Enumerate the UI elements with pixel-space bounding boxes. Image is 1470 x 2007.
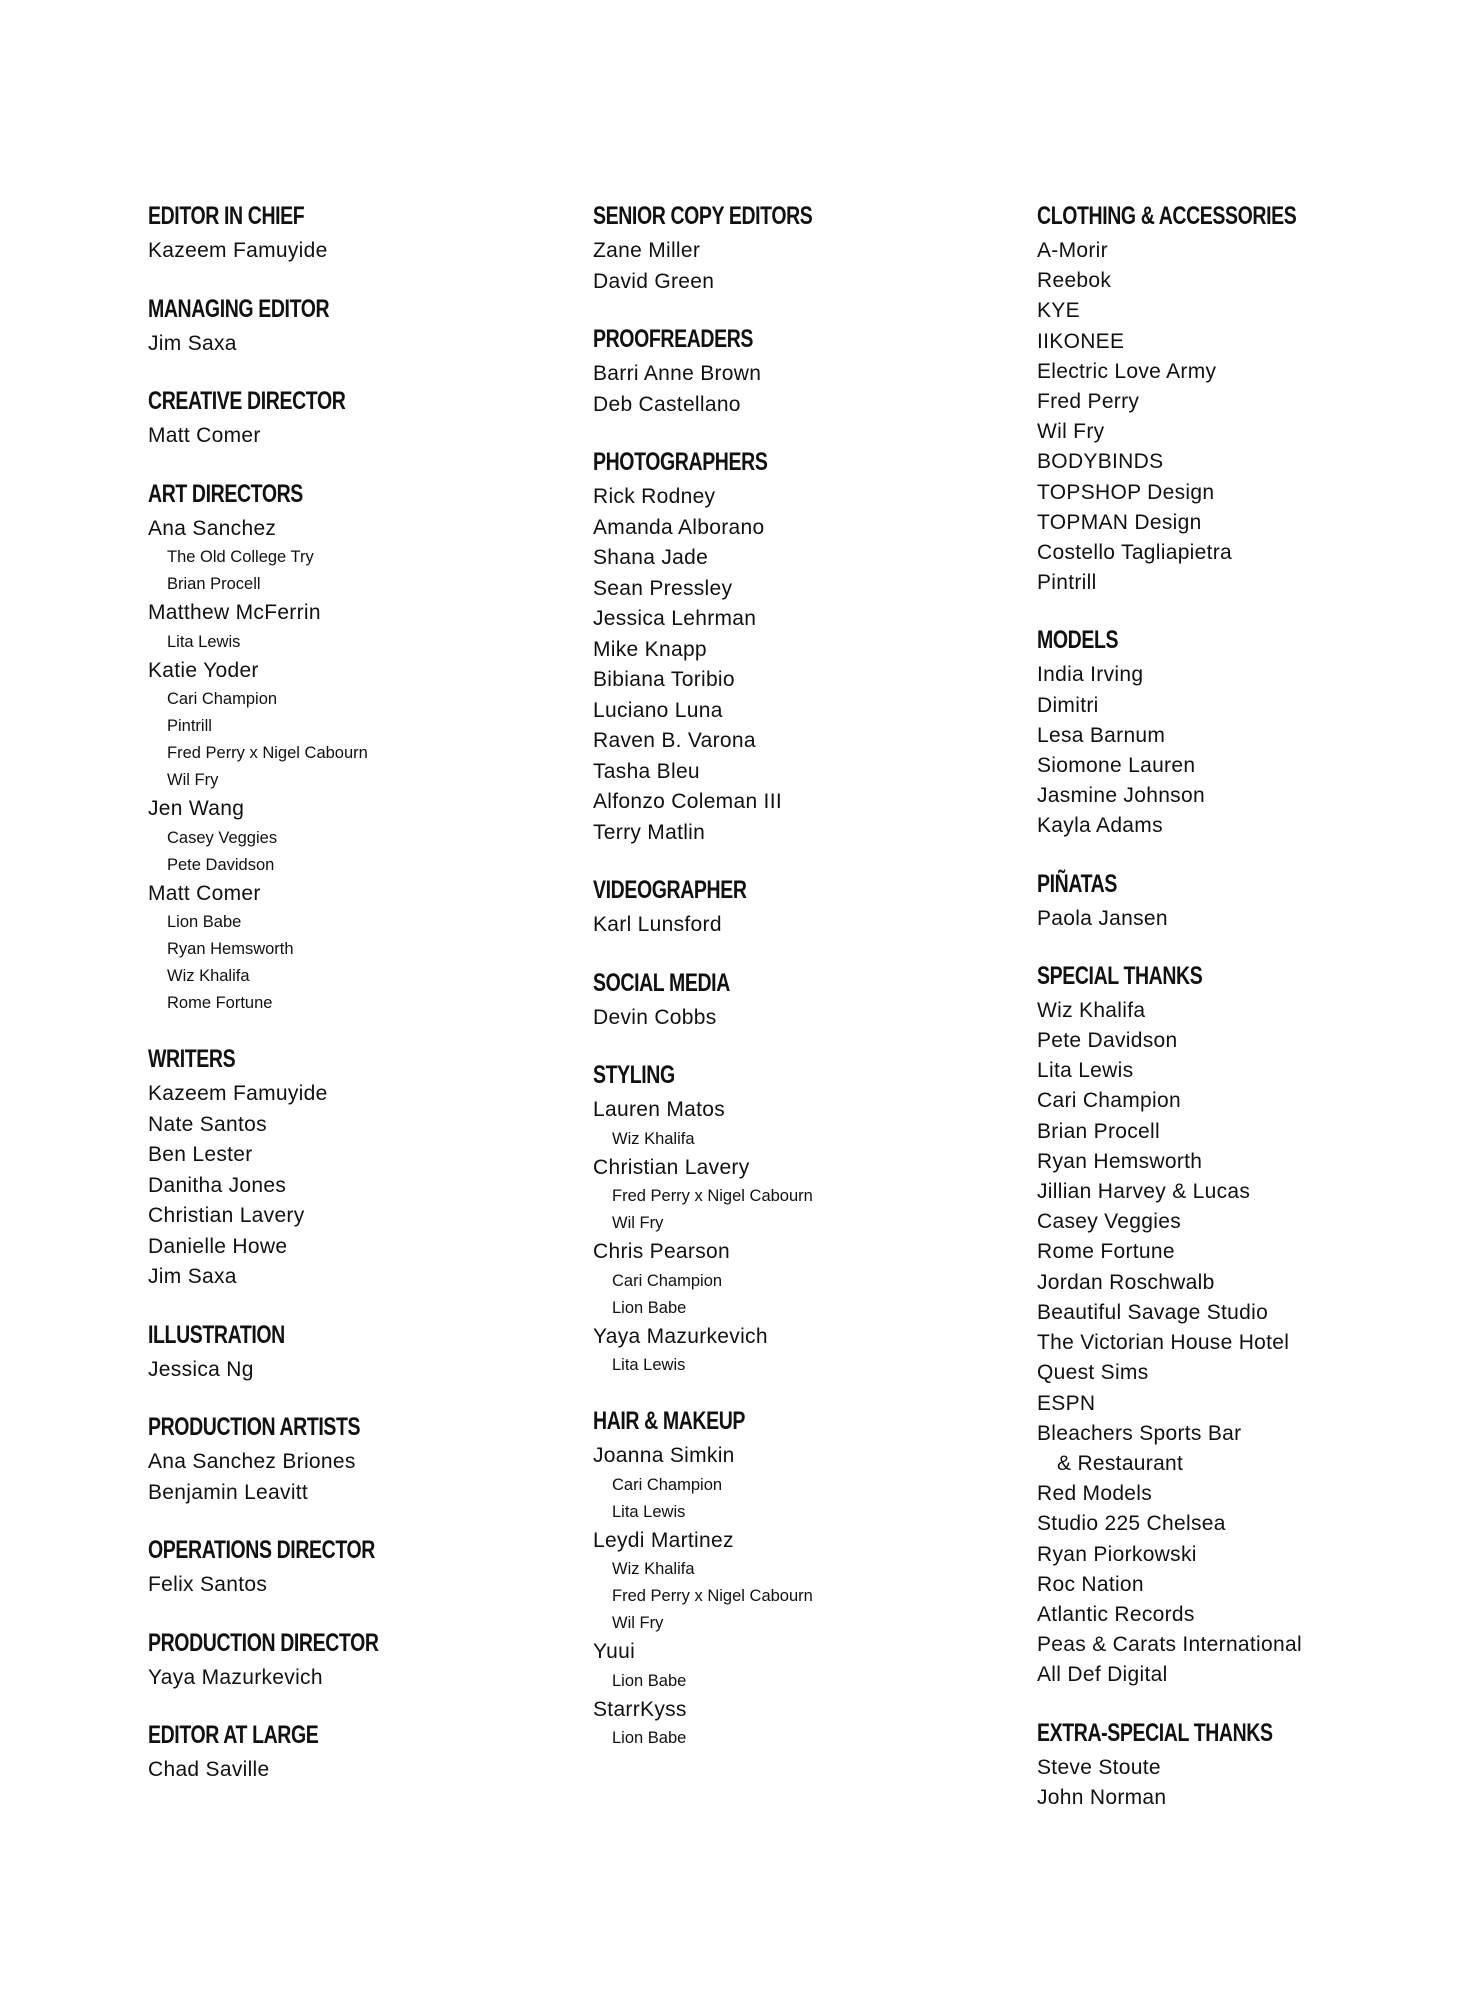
section-proofreaders — [593, 323, 1013, 420]
section-styling — [593, 1059, 1013, 1379]
credit-name: Bibiana Toribio — [593, 668, 735, 691]
credit-name: Ben Lester — [148, 1143, 253, 1166]
credit-subject: Cari Champion — [167, 690, 278, 708]
section-heading: EDITOR AT LARGE — [148, 1721, 319, 1749]
credit-name: Jillian Harvey & Lucas — [1037, 1180, 1251, 1204]
credit-subject: Lita Lewis — [612, 1502, 686, 1521]
credit-subject: Fred Perry x Nigel Cabourn — [167, 744, 368, 762]
section-production-artists — [148, 1411, 568, 1508]
credit-name: Atlantic Records — [1037, 1602, 1195, 1626]
credits-column-3 — [1037, 200, 1437, 1839]
section-heading: HAIR & MAKEUP — [593, 1407, 746, 1435]
credit-name: Alfonzo Coleman III — [593, 790, 782, 813]
credit-name: TOPMAN Design — [1037, 510, 1202, 534]
credit-subject: The Old College Try — [167, 548, 314, 566]
credit-name: Nate Santos — [148, 1112, 267, 1136]
credit-name: Benjamin Leavitt — [148, 1480, 309, 1504]
credit-name: Danitha Jones — [148, 1173, 287, 1197]
credit-name: KYE — [1037, 299, 1080, 323]
credit-name: Karl Lunsford — [593, 913, 722, 936]
credit-subject: Pete Davidson — [167, 855, 275, 874]
credit-name: Chad Saville — [148, 1758, 270, 1781]
section-heading: WRITERS — [148, 1045, 236, 1073]
credit-name: Lauren Matos — [593, 1098, 726, 1121]
credit-name: Leydi Martinez — [593, 1528, 734, 1552]
credit-name: Kayla Adams — [1037, 814, 1163, 838]
credit-name: Yuui — [593, 1640, 636, 1663]
credit-subject: Lion Babe — [612, 1671, 687, 1690]
credit-name: Matt Comer — [148, 881, 261, 905]
credit-name: TOPSHOP Design — [1037, 480, 1215, 504]
section-writers — [148, 1043, 568, 1293]
credit-name: Chris Pearson — [593, 1240, 730, 1263]
credit-name: Jim Saxa — [148, 331, 237, 355]
credit-name: Peas & Carats International — [1037, 1633, 1302, 1657]
section-social-media — [593, 967, 1013, 1034]
credit-name: Red Models — [1037, 1482, 1153, 1506]
credit-name: Quest Sims — [1037, 1361, 1149, 1385]
credit-name: Wiz Khalifa — [1037, 998, 1146, 1022]
credit-name: Lesa Barnum — [1037, 723, 1166, 747]
credit-name: Bleachers Sports Bar — [1037, 1421, 1242, 1445]
credit-name: Jessica Lehrman — [593, 607, 757, 630]
credit-name: Rick Rodney — [593, 485, 716, 508]
section-pi-atas — [1037, 868, 1437, 934]
credit-name: Roc Nation — [1037, 1572, 1144, 1596]
credit-name: Jim Saxa — [148, 1265, 237, 1288]
credit-subject: Wiz Khalifa — [167, 967, 250, 985]
credit-name: Yaya Mazurkevich — [593, 1324, 768, 1348]
credit-name: Yaya Mazurkevich — [148, 1665, 323, 1689]
credit-subject: Pintrill — [167, 717, 212, 735]
credit-name: Jen Wang — [148, 797, 245, 820]
section-heading: PROOFREADERS — [593, 325, 754, 353]
credit-name: Zane Miller — [593, 239, 701, 262]
section-heading: SPECIAL THANKS — [1037, 961, 1203, 990]
credit-name: Jessica Ng — [148, 1357, 254, 1381]
credit-name: John Norman — [1037, 1785, 1167, 1809]
section-heading: OPERATIONS DIRECTOR — [148, 1536, 375, 1564]
credit-name: Deb Castellano — [593, 392, 741, 416]
credit-name: Pete Davidson — [1037, 1029, 1178, 1053]
section-heading: PRODUCTION ARTISTS — [148, 1413, 361, 1441]
credit-name: ESPN — [1037, 1391, 1096, 1415]
credit-name: Felix Santos — [148, 1573, 268, 1596]
credit-name: Shana Jade — [593, 546, 709, 569]
credits-column-2 — [593, 200, 1013, 1778]
section-managing-editor — [148, 293, 568, 360]
section-hair-makeup — [593, 1405, 1013, 1752]
credit-subject: Lita Lewis — [167, 632, 241, 651]
credit-name: Lita Lewis — [1037, 1059, 1134, 1083]
section-videographer — [593, 874, 1013, 941]
credit-subject: Cari Champion — [612, 1271, 723, 1290]
section-heading: SOCIAL MEDIA — [593, 968, 730, 997]
credit-name: Wil Fry — [1037, 420, 1105, 444]
credit-name: Katie Yoder — [148, 658, 259, 682]
credit-name: Christian Lavery — [593, 1155, 750, 1179]
credit-name: Ryan Piorkowski — [1037, 1542, 1197, 1566]
credit-name: Kazeem Famuyide — [148, 1082, 328, 1105]
credit-name: Dimitri — [1037, 693, 1099, 717]
credit-name: Ryan Hemsworth — [1037, 1149, 1203, 1173]
section-art-directors — [148, 478, 568, 1018]
credit-name: Studio 225 Chelsea — [1037, 1512, 1226, 1536]
credit-name-continuation: & Restaurant — [1057, 1451, 1184, 1475]
credit-subject: Lita Lewis — [612, 1356, 686, 1374]
section-clothing-accessories — [1037, 200, 1437, 598]
section-operations-director — [148, 1534, 568, 1601]
credit-subject: Wil Fry — [167, 771, 219, 789]
credit-subject: Wil Fry — [612, 1614, 664, 1632]
credit-name: Kazeem Famuyide — [148, 239, 328, 262]
section-production-director — [148, 1627, 568, 1694]
credit-name: Luciano Luna — [593, 698, 723, 722]
section-heading: EDITOR IN CHIEF — [148, 202, 305, 230]
credit-name: Ana Sanchez Briones — [148, 1450, 356, 1473]
credit-subject: Cari Champion — [612, 1475, 723, 1494]
credit-subject: Fred Perry x Nigel Cabourn — [612, 1187, 813, 1205]
credit-name: StarrKyss — [593, 1697, 687, 1721]
credit-subject: Ryan Hemsworth — [167, 940, 294, 958]
credit-name: Raven B. Varona — [593, 729, 756, 752]
section-heading: PHOTOGRAPHERS — [593, 448, 768, 476]
credit-name: Danielle Howe — [148, 1234, 288, 1258]
credit-subject: Brian Procell — [167, 575, 261, 593]
credit-name: The Victorian House Hotel — [1037, 1331, 1290, 1355]
credit-subject: Lion Babe — [612, 1298, 687, 1317]
credit-name: Jordan Roschwalb — [1037, 1270, 1215, 1294]
credits-column-1 — [148, 200, 568, 1812]
credit-name: Mike Knapp — [593, 637, 707, 661]
credit-name: Siomone Lauren — [1037, 754, 1196, 778]
section-editor-at-large — [148, 1719, 568, 1786]
section-photographers — [593, 446, 1013, 848]
credit-name: Casey Veggies — [1037, 1210, 1181, 1234]
credit-subject: Wiz Khalifa — [612, 1560, 695, 1578]
section-special-thanks — [1037, 960, 1437, 1691]
credit-name: India Irving — [1037, 663, 1144, 687]
credit-subject: Lion Babe — [612, 1729, 687, 1747]
credit-subject: Wiz Khalifa — [612, 1129, 695, 1148]
credit-name: Paola Jansen — [1037, 906, 1168, 930]
section-heading: STYLING — [593, 1061, 675, 1089]
credit-name: Reebok — [1037, 269, 1112, 293]
credit-subject: Rome Fortune — [167, 994, 273, 1012]
credit-name: Devin Cobbs — [593, 1005, 717, 1029]
credit-name: Pintrill — [1037, 571, 1097, 595]
section-heading: MODELS — [1037, 626, 1119, 655]
credit-name: Costello Tagliapietra — [1037, 541, 1233, 565]
credit-name: Terry Matlin — [593, 820, 706, 844]
credit-name: BODYBINDS — [1037, 450, 1164, 474]
credit-name: All Def Digital — [1037, 1663, 1168, 1687]
credit-name: David Green — [593, 269, 715, 293]
credit-subject: Lion Babe — [167, 913, 242, 931]
section-heading: PIÑATAS — [1037, 869, 1117, 898]
credit-name: Tasha Bleu — [593, 759, 700, 783]
credit-name: Electric Love Army — [1037, 359, 1217, 383]
credit-name: Fred Perry — [1037, 390, 1140, 414]
credit-subject: Casey Veggies — [167, 828, 278, 847]
section-heading: CREATIVE DIRECTOR — [148, 387, 346, 415]
credit-name: Matt Comer — [148, 424, 261, 447]
credit-name: Barri Anne Brown — [593, 362, 762, 385]
section-heading: MANAGING EDITOR — [148, 294, 330, 323]
section-senior-copy-editors — [593, 200, 1013, 297]
section-heading: ILLUSTRATION — [148, 1320, 285, 1349]
credit-name: Joanna Simkin — [593, 1444, 735, 1467]
section-heading: ART DIRECTORS — [148, 479, 303, 508]
section-illustration — [148, 1319, 568, 1386]
section-models — [1037, 624, 1437, 841]
section-heading: EXTRA-SPECIAL THANKS — [1037, 1718, 1273, 1747]
credit-name: Sean Pressley — [593, 576, 733, 600]
section-extra-special-thanks — [1037, 1717, 1437, 1813]
credit-name: IIKONEE — [1037, 329, 1125, 353]
credit-name: Rome Fortune — [1037, 1240, 1175, 1264]
credit-subject: Fred Perry x Nigel Cabourn — [612, 1587, 813, 1605]
section-heading: PRODUCTION DIRECTOR — [148, 1628, 379, 1657]
section-heading: VIDEOGRAPHER — [593, 876, 747, 904]
section-creative-director — [148, 385, 568, 452]
section-editor-in-chief — [148, 200, 568, 267]
credit-name: Brian Procell — [1037, 1119, 1160, 1143]
section-heading: CLOTHING & ACCESSORIES — [1037, 202, 1297, 230]
credit-name: Matthew McFerrin — [148, 601, 321, 624]
credit-name: Cari Champion — [1037, 1089, 1181, 1113]
credit-name: Beautiful Savage Studio — [1037, 1300, 1269, 1324]
credit-name: Jasmine Johnson — [1037, 784, 1205, 808]
credit-name: Christian Lavery — [148, 1204, 305, 1227]
credit-name: Steve Stoute — [1037, 1755, 1161, 1779]
credit-name: A-Morir — [1037, 239, 1108, 262]
credit-name: Amanda Alborano — [593, 515, 765, 539]
section-heading: SENIOR COPY EDITORS — [593, 202, 813, 230]
credit-subject: Wil Fry — [612, 1214, 664, 1232]
credit-name: Ana Sanchez — [148, 516, 277, 540]
